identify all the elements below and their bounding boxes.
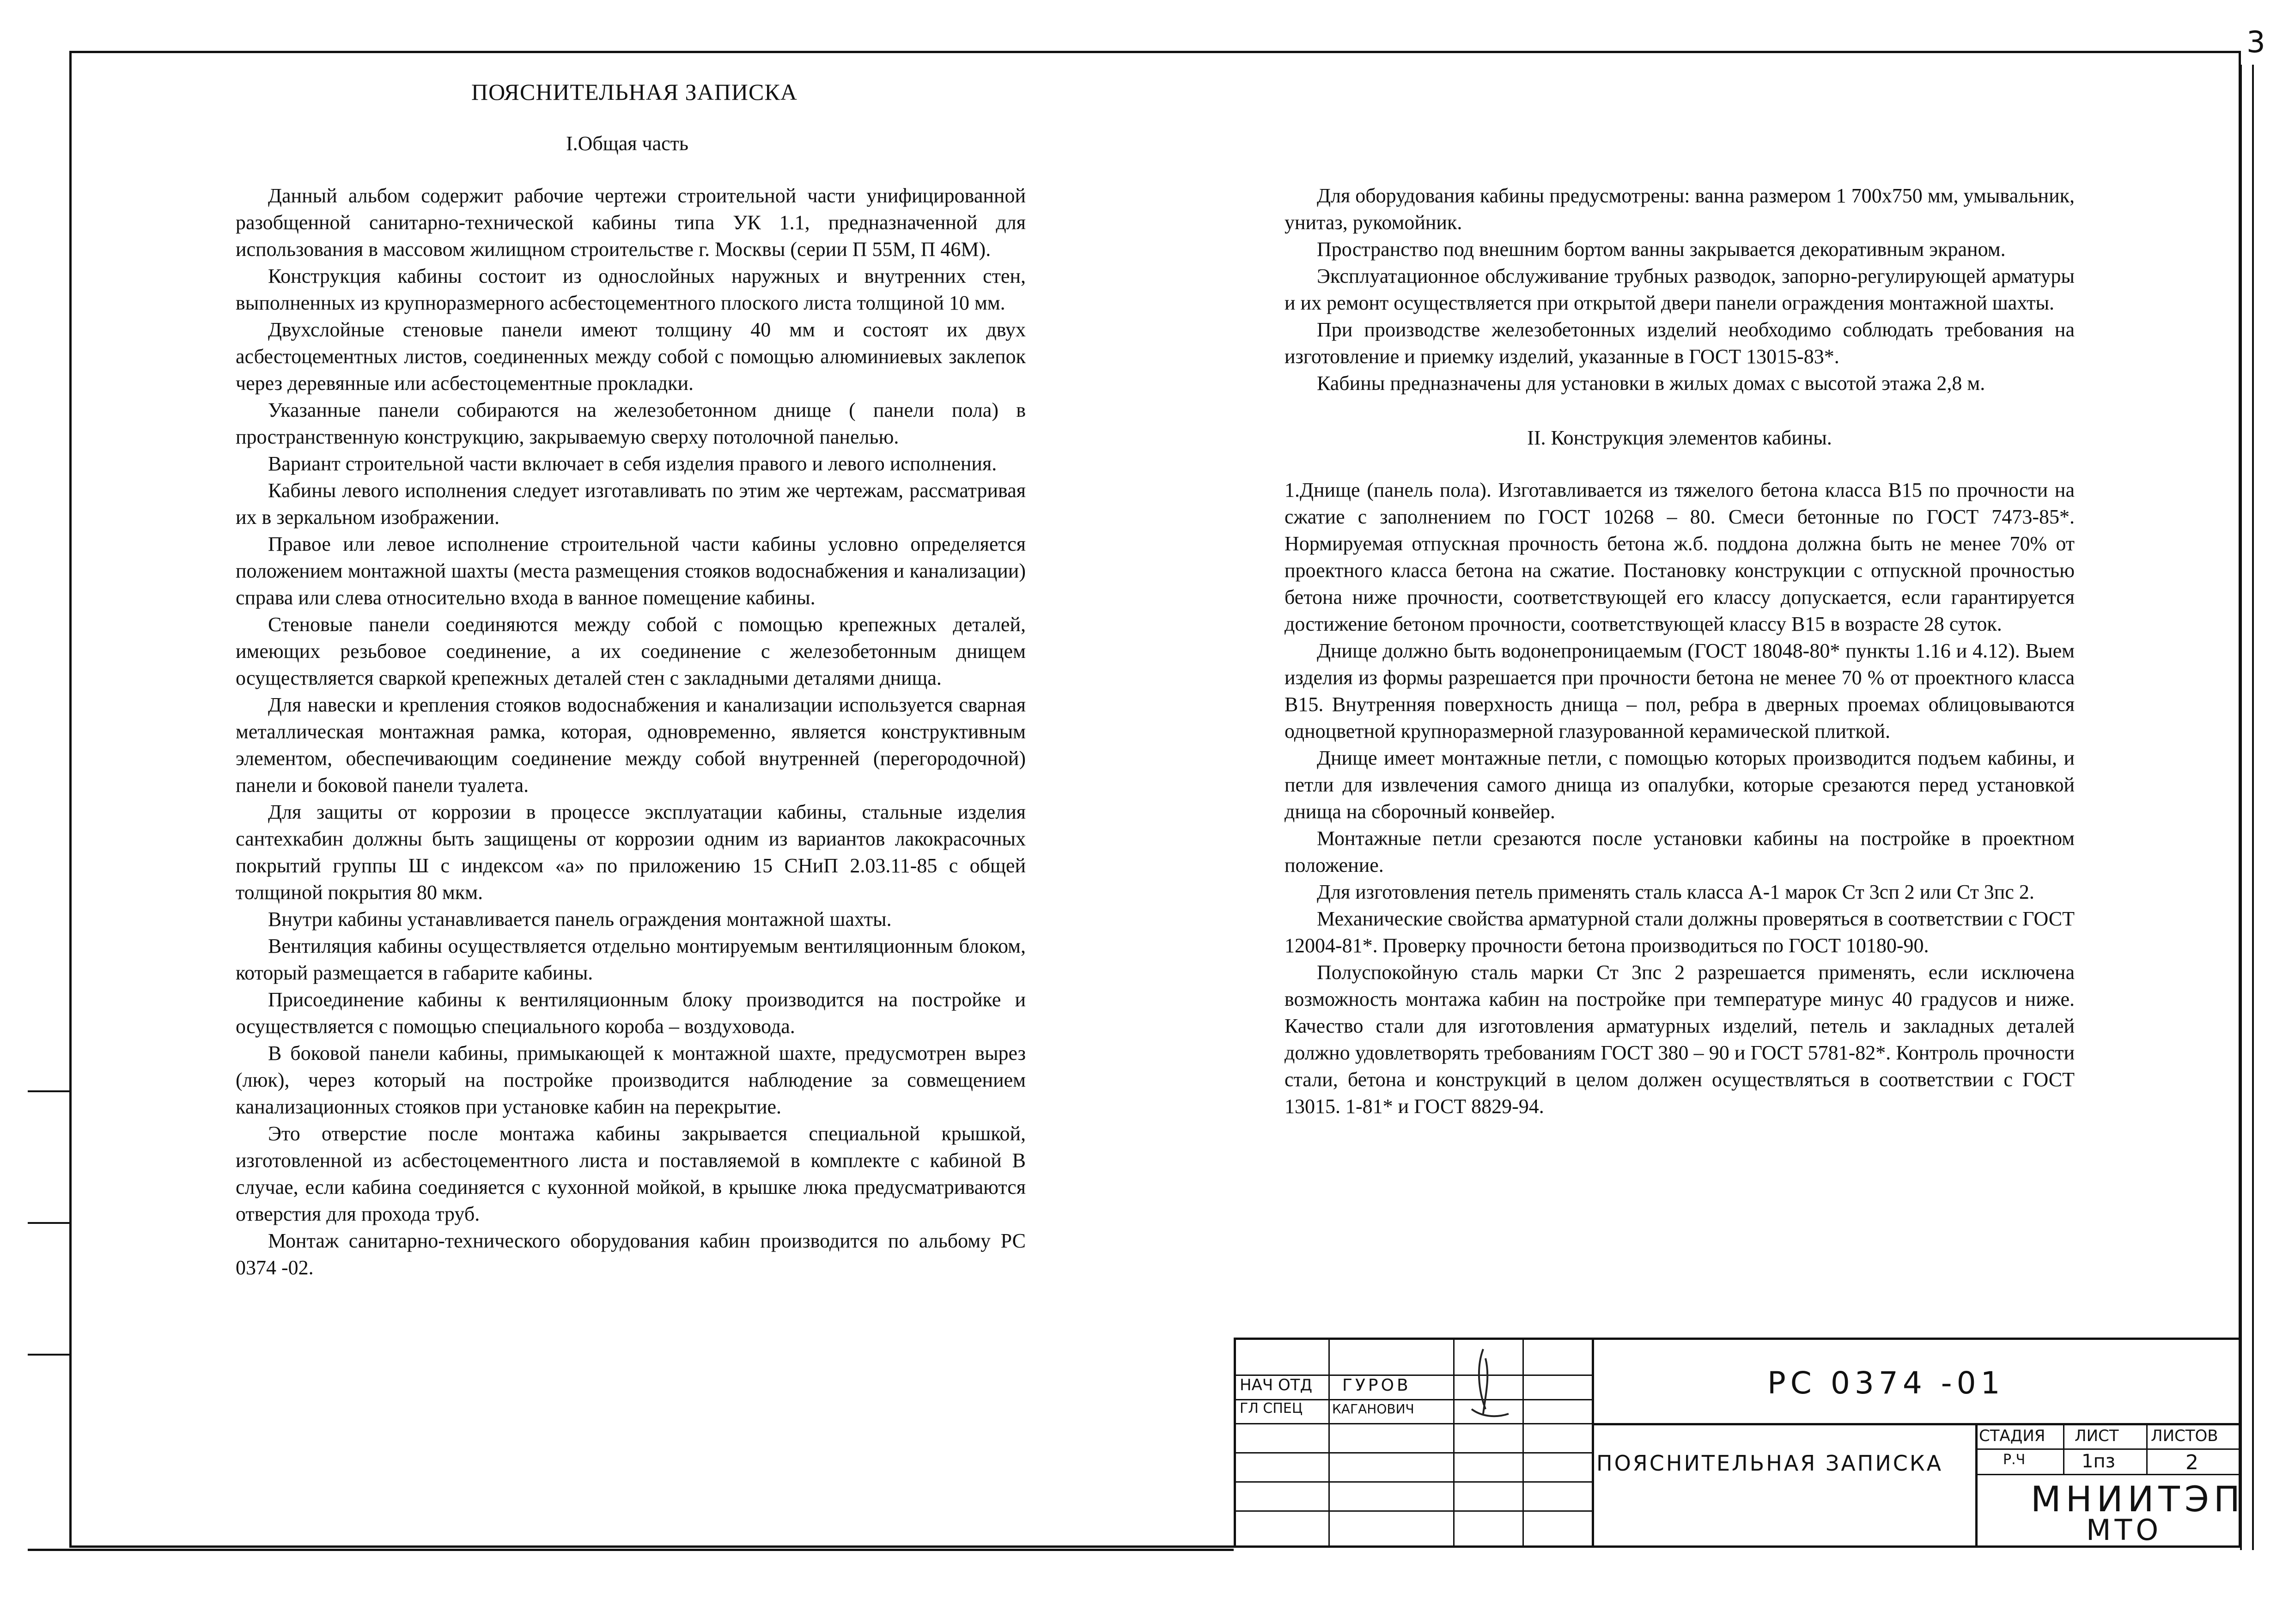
paragraph: Стеновые панели соединяются между собой с помощью крепежных деталей, имеющих резьбовое соединение, а их соединение с железобетонным днищем осуществляется сваркой крепежных деталей стен с закладными деталями днища. bbox=[236, 613, 1026, 689]
organization-name: МНИИТЭП bbox=[2031, 1478, 2245, 1520]
role-chief-spec: ГЛ СПЕЦ bbox=[1240, 1400, 1303, 1417]
organization-unit: МТО bbox=[2086, 1513, 2162, 1547]
paragraph: Для навески и крепления стояков водоснабжения и канализации используется сварная металлическая монтажная рамка, которая, одновременно, является конструктивным элементом, обеспечивающим соединение между собой внутренней (перегородочной) панели и боковой панели туалета. bbox=[236, 693, 1026, 797]
binding-margin-tick bbox=[28, 1090, 69, 1092]
left-text-column bbox=[236, 182, 1026, 1281]
paragraph: Днище должно быть водонепроницаемым (ГОСТ 18048-80* пункты 1.16 и 4.12). Выем изделия из формы разрешается при прочности бетона не менее 70 % от проектного класса В15. Внутренняя поверхность днища – пол, ребра в дверных проемах облицовываются одноцветной крупноразмерной глазурованной керамической плиткой. bbox=[1284, 639, 2075, 742]
title-block bbox=[1234, 1338, 2245, 1548]
paragraph: Для изготовления петель применять сталь класса А-1 марок Ст 3сп 2 или Ст 3пс 2. bbox=[1317, 881, 2034, 903]
bottom-border-line bbox=[28, 1549, 1234, 1551]
paragraph: Правое или левое исполнение строительной части кабины условно определяется положением монтажной шахты (места размещения стояков водоснабжения и канализации) справа или слева относительно входа в ванное помещение кабины. bbox=[236, 533, 1026, 609]
sheet-number: 3 bbox=[2246, 25, 2265, 60]
paragraph: Пространство под внешним бортом ванны закрывается декоративным экраном. bbox=[1317, 238, 2006, 261]
section2-title: II. Конструкция элементов кабины. bbox=[1527, 426, 1832, 449]
paragraph: В боковой панели кабины, примыкающей к монтажной шахте, предусмотрен вырез (люк), через который на постройке производится наблюдение за совмещением канализационных стояков при установке кабин на перекрытие. bbox=[236, 1042, 1026, 1118]
paragraph: Механические свойства арматурной стали должны проверяться в соответствии с ГОСТ 12004-81*. Проверку прочности бетона производиться по ГОСТ 10180-90. bbox=[1284, 907, 2075, 957]
paragraph: Данный альбом содержит рабочие чертежи строительной части унифицированной разобщенной санитарно-технической кабины типа УК 1.1, предназначенной для использования в массовом жилищном строительстве г. Москвы (серии П 55М, П 46М). bbox=[236, 184, 1026, 261]
binding-margin-tick bbox=[28, 1354, 69, 1356]
page-title: ПОЯСНИТЕЛЬНАЯ ЗАПИСКА bbox=[471, 79, 797, 105]
signature-icon bbox=[1458, 1340, 1518, 1423]
role-head-dept: НАЧ ОТД bbox=[1240, 1376, 1313, 1394]
paragraph: Присоединение кабины к вентиляционным блоку производится на постройке и осуществляется с помощью специального короба – воздуховода. bbox=[236, 988, 1026, 1038]
paragraph: Монтаж санитарно-технического оборудования кабин производится по альбому РС 0374 -02. bbox=[236, 1229, 1026, 1279]
section1-title: I.Общая часть bbox=[566, 132, 688, 155]
document-code: РС 0374 -01 bbox=[1767, 1365, 2005, 1401]
paragraph: Указанные панели собираются на железобетонном днище ( панели пола) в пространственную конструкцию, закрываемую сверху потолочной панелью. bbox=[236, 399, 1026, 448]
sheet-value: 1пз bbox=[2082, 1451, 2115, 1472]
right-text-column bbox=[1284, 182, 2075, 1120]
paragraph: Для защиты от коррозии в процессе эксплуатации кабины, стальные изделия сантехкабин должны быть защищены от коррозии одним из вариантов лакокрасочных покрытий группы Ш с индексом «а» по приложению 15 СНиП 2.03.11-85 с общей толщиной покрытия 80 мкм. bbox=[236, 801, 1026, 904]
name-kaganovich: КАГАНОВИЧ bbox=[1332, 1401, 1414, 1417]
right-border-strip bbox=[2240, 65, 2254, 1550]
sheets-value: 2 bbox=[2185, 1451, 2198, 1474]
paragraph: Монтажные петли срезаются после установки кабины на постройке в проектном положение. bbox=[1284, 827, 2075, 876]
paragraph: 1.Днище (панель пола). Изготавливается из тяжелого бетона класса В15 по прочности на сжатие с заполнением по ГОСТ 10268 – 80. Смеси бетонные по ГОСТ 7473-85*. Нормируемая отпускная прочность бетона ж.б. поддона должна быть не менее 70% от проектного класса бетона на сжатие. Постановку конструкции с отпускной прочностью бетона ниже прочности, соответствующей его классу допускается, если гарантируется достижение бетоном прочности, соответствующей классу В15 в возрасте 28 суток. bbox=[1284, 479, 2075, 635]
name-gurov: ГУРОВ bbox=[1342, 1376, 1411, 1395]
stage-value: Р.Ч bbox=[2003, 1452, 2026, 1468]
sheets-header: ЛИСТОВ bbox=[2151, 1427, 2218, 1445]
paragraph: При производстве железобетонных изделий необходимо соблюдать требования на изготовление и приемку изделий, указанные в ГОСТ 13015-83*. bbox=[1284, 318, 2075, 368]
paragraph: Днище имеет монтажные петли, с помощью которых производится подъем кабины, и петли для извлечения самого днища из опалубки, которые срезаются перед установкой днища на сборочный конвейер. bbox=[1284, 747, 2075, 823]
paragraph: Для оборудования кабины предусмотрены: ванна размером 1 700х750 мм, умывальник, унитаз, рукомойник. bbox=[1284, 184, 2075, 234]
paragraph: Двухслойные стеновые панели имеют толщину 40 мм и состоят их двух асбестоцементных листов, соединенных между собой с помощью алюминиевых заклепок через деревянные или асбестоцементные прокладки. bbox=[236, 318, 1026, 395]
paragraph: Вариант строительной части включает в себя изделия правого и левого исполнения. bbox=[268, 452, 997, 475]
paragraph: Вентиляция кабины осуществляется отдельно монтируемым вентиляционным блоком, который размещается в габарите кабины. bbox=[236, 935, 1026, 984]
paragraph: Кабины предназначены для установки в жилых домах с высотой этажа 2,8 м. bbox=[1317, 372, 1985, 395]
paragraph: Это отверстие после монтажа кабины закрывается специальной крышкой, изготовленной из асбестоцементного листа и поставляемой в комплекте с кабиной В случае, если кабина соединяется с кухонной мойкой, в крышке люка предусматриваются отверстия для прохода труб. bbox=[236, 1122, 1026, 1225]
paragraph: Полуспокойную сталь марки Ст 3пс 2 разрешается применять, если исключена возможность монтажа кабин на постройке при температуре минус 40 градусов и ниже. Качество стали для изготовления арматурных изделий, петель и закладных деталей должно удовлетворять требованиям ГОСТ 380 – 90 и ГОСТ 5781-82*. Контроль прочности стали, бетона и конструкций в целом должен осуществляться в соответствии с ГОСТ 13015. 1-81* и ГОСТ 8829-94. bbox=[1284, 961, 2075, 1118]
sheet-header: ЛИСТ bbox=[2075, 1427, 2119, 1445]
document-title: ПОЯСНИТЕЛЬНАЯ ЗАПИСКА bbox=[1596, 1451, 1943, 1476]
paragraph: Эксплуатационное обслуживание трубных разводок, запорно-регулирующей арматуры и их ремонт осуществляется при открытой двери панели ограждения монтажной шахты. bbox=[1284, 265, 2075, 314]
paragraph: Внутри кабины устанавливается панель ограждения монтажной шахты. bbox=[268, 908, 892, 931]
stage-header: СТАДИЯ bbox=[1979, 1427, 2045, 1445]
paragraph: Конструкция кабины состоит из однослойных наружных и внутренних стен, выполненных из крупноразмерного асбестоцементного плоского листа толщиной 10 мм. bbox=[236, 265, 1026, 314]
paragraph: Кабины левого исполнения следует изготавливать по этим же чертежам, рассматривая их в зеркальном изображении. bbox=[236, 479, 1026, 529]
binding-margin-tick bbox=[28, 1222, 69, 1224]
